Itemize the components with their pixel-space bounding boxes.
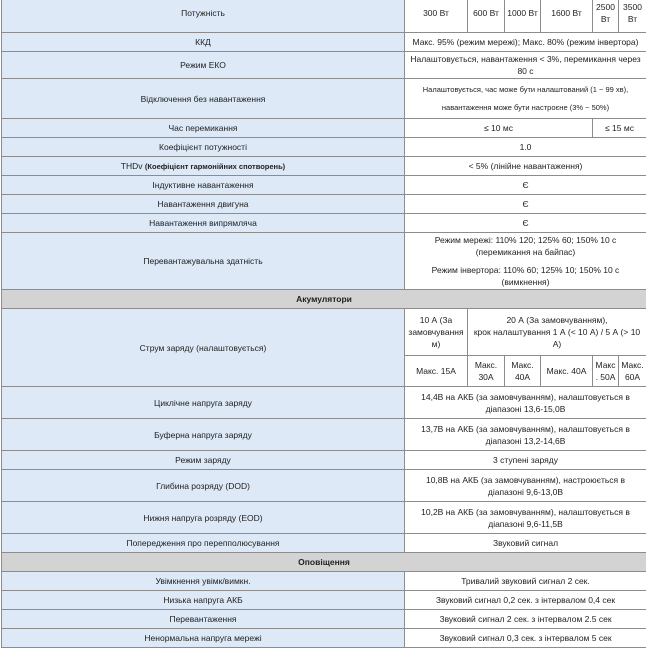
row-section-alerts bbox=[2, 553, 646, 572]
row-onoff bbox=[2, 572, 646, 591]
noload-value bbox=[405, 79, 646, 119]
abnormal-label: Ненормальна напруга мережі bbox=[2, 629, 405, 648]
row-switch bbox=[2, 119, 646, 138]
row-abnormal bbox=[2, 629, 646, 648]
section-alerts: Оповіщення bbox=[2, 553, 646, 572]
row-cyclic bbox=[2, 387, 646, 419]
kkd-value: Макс. 95% (режим мережі); Макс. 80% (режим інвертора) bbox=[405, 33, 646, 52]
row-eco bbox=[2, 52, 646, 79]
charge-max-60: Макс. 60А bbox=[619, 356, 646, 387]
row-overload bbox=[2, 233, 646, 290]
eod-value: 10,2В на АКБ (за замовчуванням), налаштовується в діапазоні 9,6-11,5В bbox=[405, 502, 646, 534]
eco-label: Режим ЕКО bbox=[2, 52, 405, 79]
onoff-value: Тривалий звуковий сигнал 2 сек. bbox=[405, 572, 646, 591]
row-motor bbox=[2, 195, 646, 214]
row-float bbox=[2, 419, 646, 451]
overload-line2: Режим інвертора: 110% 60; 125% 10; 150% 10 с (вимкнення) bbox=[432, 265, 620, 287]
row-rectifier bbox=[2, 214, 646, 233]
noload-line1: Налаштовується, час може бути налаштований (1 ~ 99 хв), bbox=[423, 85, 628, 94]
charge-20a bbox=[468, 309, 646, 356]
motor-value: Є bbox=[405, 195, 646, 214]
overcharge-value: Звуковий сигнал bbox=[405, 534, 646, 553]
dod-label: Глибина розряду (DOD) bbox=[2, 470, 405, 502]
overload-line1: Режим мережі: 110% 120; 125% 60; 150% 10 с (перемикання на байпас) bbox=[435, 235, 617, 257]
kkd-label: ККД bbox=[2, 33, 405, 52]
pf-label: Коефіцієнт потужності bbox=[2, 138, 405, 157]
rectifier-value: Є bbox=[405, 214, 646, 233]
motor-label: Навантаження двигуна bbox=[2, 195, 405, 214]
float-label: Буферна напруга заряду bbox=[2, 419, 405, 451]
noload-label: Відключення без навантаження bbox=[2, 79, 405, 119]
rectifier-label: Навантаження випрямляча bbox=[2, 214, 405, 233]
power-2500: 2500 Вт bbox=[593, 0, 619, 33]
charge-label: Струм заряду (налаштовується) bbox=[2, 309, 405, 387]
charge-20a-line1: 20 А (За замовчуванням), bbox=[506, 315, 607, 325]
switch-value-a: ≤ 10 мс bbox=[405, 119, 593, 138]
power-1000: 1000 Вт bbox=[505, 0, 541, 33]
onoff-label: Увімкнення увімк/вимкн. bbox=[2, 572, 405, 591]
cyclic-value: 14,4В на АКБ (за замовчуванням), налаштовується в діапазоні 13,6-15,0В bbox=[405, 387, 646, 419]
row-section-battery bbox=[2, 290, 646, 309]
row-charge-top bbox=[2, 309, 646, 356]
abnormal-value: Звуковий сигнал 0,3 сек. з інтервалом 5 сек bbox=[405, 629, 646, 648]
power-3500: 3500 Вт bbox=[619, 0, 646, 33]
row-overcharge bbox=[2, 534, 646, 553]
dod-value: 10,8В на АКБ (за замовчуванням), настроюється в діапазоні 9,6-13,0В bbox=[405, 470, 646, 502]
row-pf bbox=[2, 138, 646, 157]
row-mode bbox=[2, 451, 646, 470]
overload-label: Перевантажувальна здатність bbox=[2, 233, 405, 290]
row-overload-alert bbox=[2, 610, 646, 629]
charge-max-50: Макс. 50А bbox=[593, 356, 619, 387]
overcharge-label: Попередження про перепполюсування bbox=[2, 534, 405, 553]
inductive-label: Індуктивне навантаження bbox=[2, 176, 405, 195]
charge-max-40-a: Макс. 40А bbox=[505, 356, 541, 387]
power-1600: 1600 Вт bbox=[541, 0, 593, 33]
section-battery: Акумулятори bbox=[2, 290, 646, 309]
pf-value: 1.0 bbox=[405, 138, 646, 157]
thdv-label-main: THDv bbox=[121, 161, 143, 171]
charge-max-40-b: Макс. 40А bbox=[541, 356, 593, 387]
eod-label: Нижня напруга розряду (EOD) bbox=[2, 502, 405, 534]
charge-20a-line2: крок налаштування 1 А (< 10 А) / 5 А (> 10 А) bbox=[474, 327, 640, 349]
float-value: 13,7В на АКБ (за замовчуванням), налаштовується в діапазоні 13,2-14,6В bbox=[405, 419, 646, 451]
row-inductive bbox=[2, 176, 646, 195]
power-300: 300 Вт bbox=[405, 0, 468, 33]
overload-alert-label: Перевантаження bbox=[2, 610, 405, 629]
row-noload bbox=[2, 79, 646, 119]
power-600: 600 Вт bbox=[468, 0, 505, 33]
lowbat-value: Звуковий сигнал 0,2 сек. з інтервалом 0,4 сек bbox=[405, 591, 646, 610]
inductive-value: Є bbox=[405, 176, 646, 195]
row-thdv bbox=[2, 157, 646, 176]
row-kkd bbox=[2, 33, 646, 52]
overload-alert-value: Звуковий сигнал 2 сек. з інтервалом 2.5 сек bbox=[405, 610, 646, 629]
specifications-table bbox=[1, 0, 646, 648]
overload-value bbox=[405, 233, 646, 290]
eco-value: Налаштовується, навантаження < 3%, перемикання через 80 с bbox=[405, 52, 646, 79]
switch-value-b: ≤ 15 мс bbox=[593, 119, 646, 138]
thdv-label bbox=[2, 157, 405, 176]
charge-max-15: Макс. 15А bbox=[405, 356, 468, 387]
thdv-value: < 5% (лінійне навантаження) bbox=[405, 157, 646, 176]
row-lowbat bbox=[2, 591, 646, 610]
row-dod bbox=[2, 470, 646, 502]
mode-label: Режим заряду bbox=[2, 451, 405, 470]
charge-10a: 10 А (За замовчуванням) bbox=[405, 309, 468, 356]
power-label: Потужність bbox=[2, 0, 405, 33]
thdv-label-extra: (Коефіцієнт гармонійних спотворень) bbox=[145, 162, 285, 171]
lowbat-label: Низька напруга АКБ bbox=[2, 591, 405, 610]
switch-label: Час перемикання bbox=[2, 119, 405, 138]
mode-value: 3 ступені заряду bbox=[405, 451, 646, 470]
noload-line2: навантаження може бути настроєне (3% ~ 50%) bbox=[442, 103, 609, 112]
cyclic-label: Циклічне напруга заряду bbox=[2, 387, 405, 419]
charge-max-30: Макс. 30А bbox=[468, 356, 505, 387]
row-eod bbox=[2, 502, 646, 534]
row-power bbox=[2, 0, 646, 33]
